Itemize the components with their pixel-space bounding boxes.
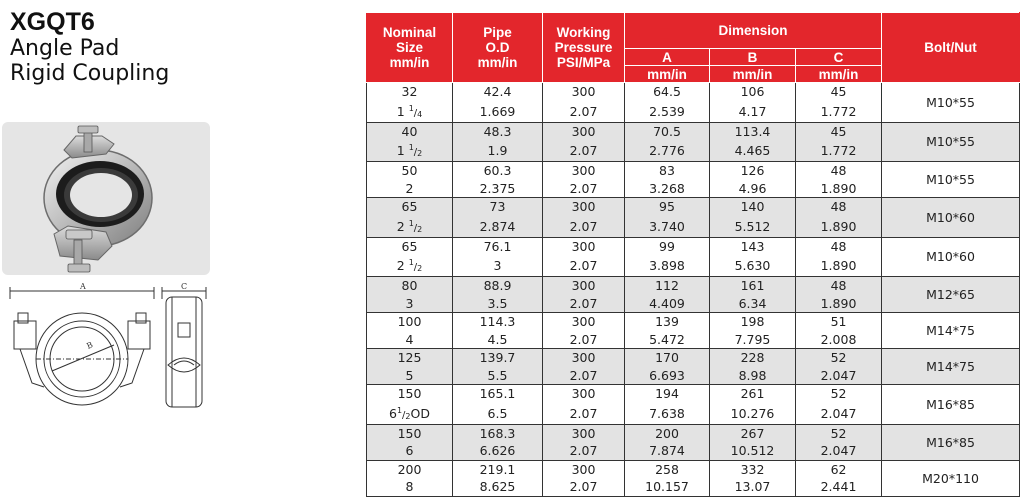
dim-b-mm-cell: 161 xyxy=(710,277,796,295)
nominal-size-mm-cell: 125 xyxy=(367,349,453,367)
dim-b-in-cell: 10.512 xyxy=(710,442,796,460)
pipe-od-in-cell: 1.669 xyxy=(453,101,543,123)
dim-b-in-cell: 7.795 xyxy=(710,331,796,349)
dim-b-mm-cell: 198 xyxy=(710,313,796,331)
dim-c-mm-cell: 51 xyxy=(796,313,882,331)
nominal-size-in-cell: 2 xyxy=(367,180,453,198)
dim-c-mm-cell: 45 xyxy=(796,122,882,140)
dim-c-in-cell: 1.890 xyxy=(796,295,882,313)
working-pressure-in-cell: 2.07 xyxy=(543,101,625,123)
title-block xyxy=(10,8,169,86)
pipe-od-in-cell: 6.5 xyxy=(453,403,543,425)
table-row xyxy=(367,460,1020,478)
nominal-size-mm-cell: 50 xyxy=(367,162,453,180)
nominal-size-mm-cell: 200 xyxy=(367,460,453,478)
table-row xyxy=(367,83,1020,101)
dim-c-in-cell: 1.772 xyxy=(796,101,882,123)
header-dim-a: A xyxy=(625,49,710,66)
pipe-od-in-cell: 6.626 xyxy=(453,442,543,460)
bolt-nut-cell: M10*60 xyxy=(882,198,1020,238)
dim-a-mm-cell: 95 xyxy=(625,198,710,216)
bolt-nut-cell: M16*85 xyxy=(882,385,1020,425)
bolt-nut-cell: M10*60 xyxy=(882,237,1020,277)
product-name-line-1: Angle Pad xyxy=(10,36,120,61)
dim-b-in-cell: 5.630 xyxy=(710,255,796,277)
dim-a-in-cell: 7.874 xyxy=(625,442,710,460)
dim-a-mm-cell: 64.5 xyxy=(625,83,710,101)
coupling-photo-icon xyxy=(2,122,210,275)
nominal-size-mm-cell: 80 xyxy=(367,277,453,295)
working-pressure-mm-cell: 300 xyxy=(543,424,625,442)
nominal-size-mm-cell: 100 xyxy=(367,313,453,331)
working-pressure-in-cell: 2.07 xyxy=(543,255,625,277)
working-pressure-in-cell: 2.07 xyxy=(543,295,625,313)
dim-c-in-cell: 2.047 xyxy=(796,403,882,425)
nominal-size-mm-cell: 40 xyxy=(367,122,453,140)
dim-b-in-cell: 10.276 xyxy=(710,403,796,425)
dim-c-mm-cell: 52 xyxy=(796,424,882,442)
working-pressure-mm-cell: 300 xyxy=(543,83,625,101)
dim-c-in-cell: 1.890 xyxy=(796,216,882,238)
bolt-nut-cell: M14*75 xyxy=(882,349,1020,385)
bolt-nut-cell: M16*85 xyxy=(882,424,1020,460)
dim-b-in-cell: 4.17 xyxy=(710,101,796,123)
working-pressure-mm-cell: 300 xyxy=(543,198,625,216)
dim-c-mm-cell: 52 xyxy=(796,349,882,367)
dim-b-in-cell: 8.98 xyxy=(710,367,796,385)
nominal-size-in-cell: 3 xyxy=(367,295,453,313)
table-row xyxy=(367,349,1020,367)
bolt-nut-cell: M10*55 xyxy=(882,122,1020,162)
dim-b-mm-cell: 106 xyxy=(710,83,796,101)
dim-a-mm-cell: 83 xyxy=(625,162,710,180)
pipe-od-mm-cell: 48.3 xyxy=(453,122,543,140)
working-pressure-mm-cell: 300 xyxy=(543,460,625,478)
dim-a-in-cell: 2.776 xyxy=(625,140,710,162)
product-photo xyxy=(2,122,210,275)
table-row xyxy=(367,162,1020,180)
dim-b-in-cell: 4.96 xyxy=(710,180,796,198)
working-pressure-mm-cell: 300 xyxy=(543,277,625,295)
dim-a-mm-cell: 70.5 xyxy=(625,122,710,140)
nominal-size-in-cell: 1 $^1/_2$ xyxy=(367,140,453,162)
working-pressure-in-cell: 2.07 xyxy=(543,180,625,198)
nominal-size-in-cell: 2 $^1/_2$ xyxy=(367,255,453,277)
dim-a-mm-cell: 194 xyxy=(625,385,710,403)
header-dim-c: C xyxy=(796,49,882,66)
specification-table xyxy=(366,12,1020,497)
working-pressure-in-cell: 2.07 xyxy=(543,331,625,349)
dim-a-in-cell: 2.539 xyxy=(625,101,710,123)
nominal-size-in-cell: 1 $^1/_4$ xyxy=(367,101,453,123)
dim-b-mm-cell: 261 xyxy=(710,385,796,403)
nominal-size-in-cell: 4 xyxy=(367,331,453,349)
dim-a-in-cell: 3.898 xyxy=(625,255,710,277)
dim-b-mm-cell: 267 xyxy=(710,424,796,442)
dim-a-mm-cell: 200 xyxy=(625,424,710,442)
pipe-od-mm-cell: 88.9 xyxy=(453,277,543,295)
nominal-size-in-cell: 5 xyxy=(367,367,453,385)
working-pressure-mm-cell: 300 xyxy=(543,385,625,403)
pipe-od-mm-cell: 76.1 xyxy=(453,237,543,255)
dim-c-in-cell: 2.441 xyxy=(796,478,882,496)
nominal-size-in-cell: 2 $^1/_2$ xyxy=(367,216,453,238)
table-row xyxy=(367,313,1020,331)
dim-b-mm-cell: 113.4 xyxy=(710,122,796,140)
bolt-nut-cell: M14*75 xyxy=(882,313,1020,349)
dim-c-mm-cell: 45 xyxy=(796,83,882,101)
working-pressure-in-cell: 2.07 xyxy=(543,216,625,238)
pipe-od-mm-cell: 42.4 xyxy=(453,83,543,101)
bolt-nut-cell: M10*55 xyxy=(882,83,1020,123)
dimension-b-label: B xyxy=(85,340,95,351)
dim-c-in-cell: 1.772 xyxy=(796,140,882,162)
working-pressure-in-cell: 2.07 xyxy=(543,140,625,162)
dim-a-in-cell: 7.638 xyxy=(625,403,710,425)
dim-c-mm-cell: 52 xyxy=(796,385,882,403)
working-pressure-mm-cell: 300 xyxy=(543,237,625,255)
dim-c-in-cell: 1.890 xyxy=(796,255,882,277)
pipe-od-in-cell: 5.5 xyxy=(453,367,543,385)
pipe-od-in-cell: 2.375 xyxy=(453,180,543,198)
header-nominal-size: Nominal Size mm/in xyxy=(367,13,453,83)
table-row xyxy=(367,277,1020,295)
dim-b-mm-cell: 332 xyxy=(710,460,796,478)
working-pressure-in-cell: 2.07 xyxy=(543,478,625,496)
working-pressure-in-cell: 2.07 xyxy=(543,367,625,385)
nominal-size-in-cell: 6 xyxy=(367,442,453,460)
pipe-od-mm-cell: 219.1 xyxy=(453,460,543,478)
header-dim-c-unit: mm/in xyxy=(796,66,882,83)
header-pipe-od: Pipe O.D mm/in xyxy=(453,13,543,83)
model-number: XGQT6 xyxy=(10,8,95,36)
dim-b-mm-cell: 126 xyxy=(710,162,796,180)
dim-a-in-cell: 6.693 xyxy=(625,367,710,385)
dim-c-mm-cell: 48 xyxy=(796,162,882,180)
nominal-size-mm-cell: 150 xyxy=(367,424,453,442)
table-row xyxy=(367,198,1020,216)
dim-a-mm-cell: 139 xyxy=(625,313,710,331)
working-pressure-mm-cell: 300 xyxy=(543,122,625,140)
dimension-a-label: A xyxy=(80,283,86,291)
dim-a-in-cell: 4.409 xyxy=(625,295,710,313)
dim-c-in-cell: 1.890 xyxy=(796,180,882,198)
pipe-od-in-cell: 2.874 xyxy=(453,216,543,238)
dim-c-in-cell: 2.047 xyxy=(796,442,882,460)
pipe-od-in-cell: 1.9 xyxy=(453,140,543,162)
dim-b-in-cell: 6.34 xyxy=(710,295,796,313)
dim-c-mm-cell: 48 xyxy=(796,237,882,255)
pipe-od-mm-cell: 165.1 xyxy=(453,385,543,403)
dim-a-mm-cell: 170 xyxy=(625,349,710,367)
table-row xyxy=(367,122,1020,140)
nominal-size-in-cell: 8 xyxy=(367,478,453,496)
dim-b-mm-cell: 140 xyxy=(710,198,796,216)
header-bolt-nut: Bolt/Nut xyxy=(882,13,1020,83)
dim-a-in-cell: 3.268 xyxy=(625,180,710,198)
dim-b-mm-cell: 228 xyxy=(710,349,796,367)
pipe-od-mm-cell: 73 xyxy=(453,198,543,216)
coupling-drawing-icon xyxy=(2,283,210,411)
dimension-c-label: C xyxy=(181,283,188,291)
bolt-nut-cell: M12*65 xyxy=(882,277,1020,313)
working-pressure-in-cell: 2.07 xyxy=(543,442,625,460)
pipe-od-mm-cell: 139.7 xyxy=(453,349,543,367)
specification-table-body xyxy=(367,83,1020,497)
working-pressure-mm-cell: 300 xyxy=(543,313,625,331)
dim-c-mm-cell: 48 xyxy=(796,198,882,216)
dim-b-in-cell: 4.465 xyxy=(710,140,796,162)
table-row xyxy=(367,385,1020,403)
dim-b-in-cell: 5.512 xyxy=(710,216,796,238)
bolt-nut-cell: M10*55 xyxy=(882,162,1020,198)
pipe-od-in-cell: 3 xyxy=(453,255,543,277)
pipe-od-mm-cell: 60.3 xyxy=(453,162,543,180)
table-row xyxy=(367,424,1020,442)
header-dim-b-unit: mm/in xyxy=(710,66,796,83)
dim-c-in-cell: 2.008 xyxy=(796,331,882,349)
product-name-line-2: Rigid Coupling xyxy=(10,61,170,86)
dim-c-mm-cell: 48 xyxy=(796,277,882,295)
header-working-pressure: Working Pressure PSI/MPa xyxy=(543,13,625,83)
pipe-od-in-cell: 4.5 xyxy=(453,331,543,349)
table-row xyxy=(367,237,1020,255)
dim-a-mm-cell: 112 xyxy=(625,277,710,295)
header-dim-a-unit: mm/in xyxy=(625,66,710,83)
nominal-size-mm-cell: 65 xyxy=(367,198,453,216)
working-pressure-in-cell: 2.07 xyxy=(543,403,625,425)
pipe-od-mm-cell: 168.3 xyxy=(453,424,543,442)
dim-a-in-cell: 3.740 xyxy=(625,216,710,238)
dim-c-in-cell: 2.047 xyxy=(796,367,882,385)
working-pressure-mm-cell: 300 xyxy=(543,162,625,180)
dim-b-in-cell: 13.07 xyxy=(710,478,796,496)
header-dim-b: B xyxy=(710,49,796,66)
dim-a-in-cell: 5.472 xyxy=(625,331,710,349)
nominal-size-mm-cell: 150 xyxy=(367,385,453,403)
dim-a-mm-cell: 258 xyxy=(625,460,710,478)
technical-drawing xyxy=(2,283,210,411)
pipe-od-mm-cell: 114.3 xyxy=(453,313,543,331)
header-dimension: Dimension xyxy=(625,13,882,49)
working-pressure-mm-cell: 300 xyxy=(543,349,625,367)
pipe-od-in-cell: 3.5 xyxy=(453,295,543,313)
nominal-size-mm-cell: 65 xyxy=(367,237,453,255)
bolt-nut-cell: M20*110 xyxy=(882,460,1020,496)
nominal-size-mm-cell: 32 xyxy=(367,83,453,101)
nominal-size-in-cell: $6^1/_2OD$ xyxy=(367,403,453,425)
dim-a-in-cell: 10.157 xyxy=(625,478,710,496)
dim-a-mm-cell: 99 xyxy=(625,237,710,255)
dim-b-mm-cell: 143 xyxy=(710,237,796,255)
dim-c-mm-cell: 62 xyxy=(796,460,882,478)
pipe-od-in-cell: 8.625 xyxy=(453,478,543,496)
